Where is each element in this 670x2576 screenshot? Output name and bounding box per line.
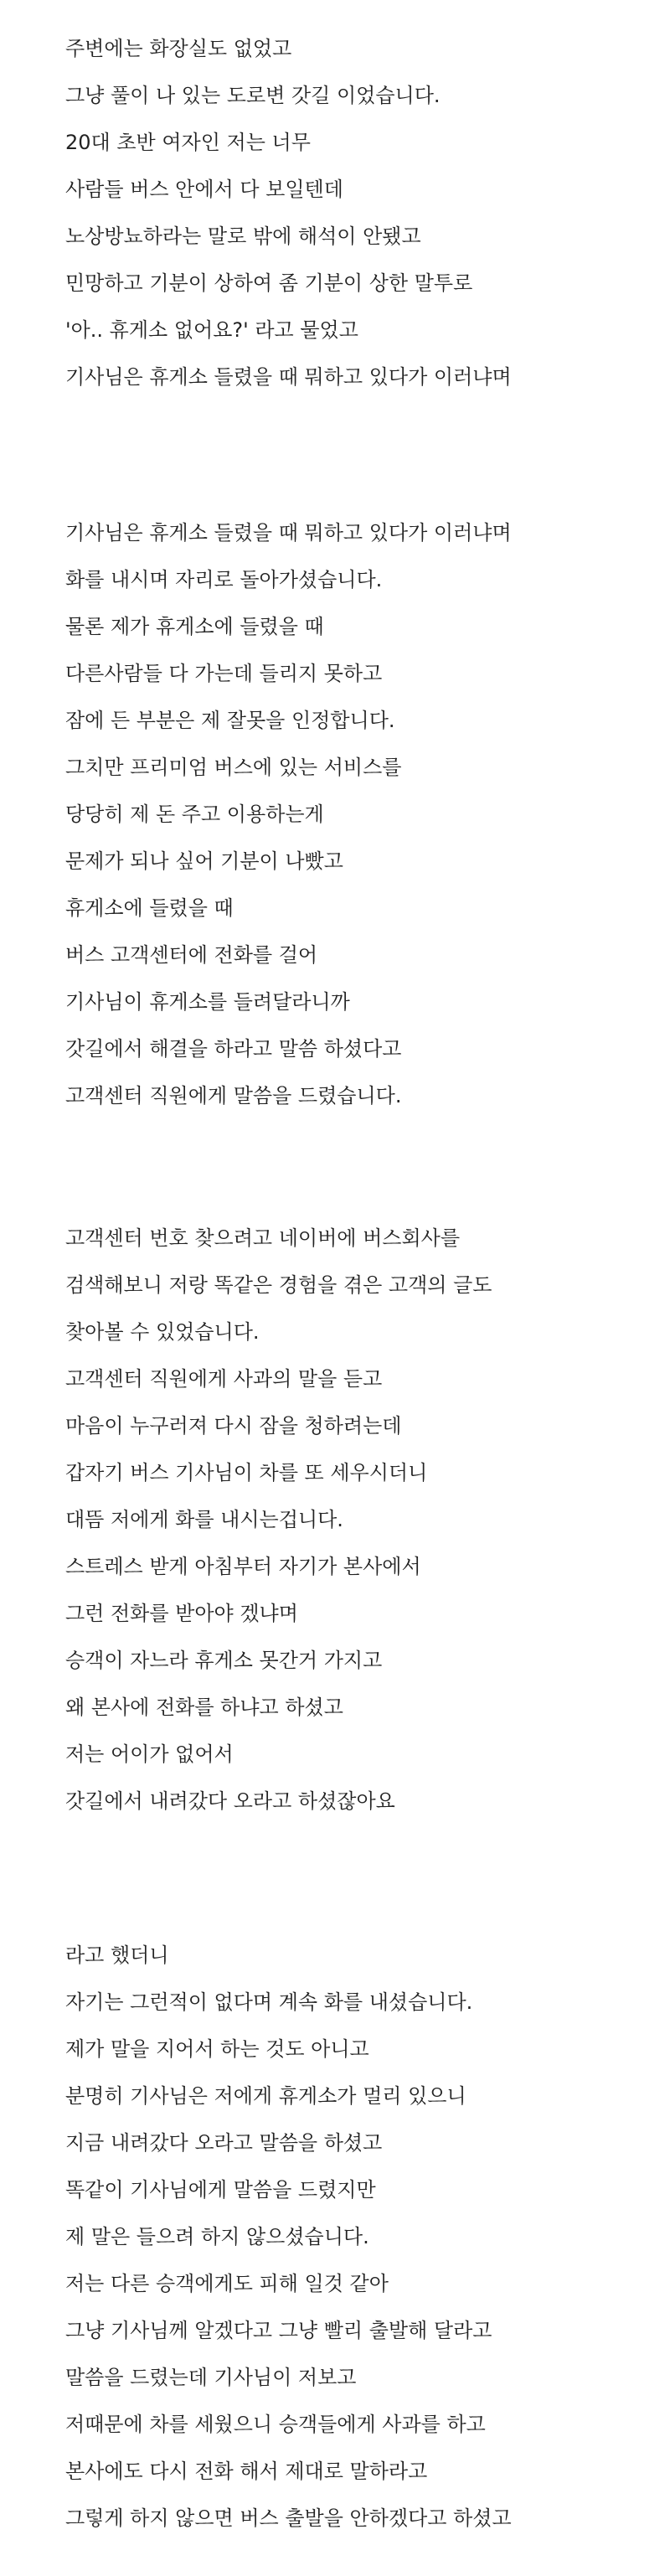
text-line: 버스 고객센터에 전화를 걸어 [65,943,318,967]
text-line: 기사님이 휴게소를 들려달라니까 [65,990,350,1014]
text-line: 제가 말을 지어서 하는 것도 아니고 [65,2037,369,2061]
text-line: 20대 초반 여자인 저는 너무 [65,131,311,154]
text-line: 갓길에서 내려갔다 오라고 하셨잖아요 [65,1789,395,1813]
text-line: 승객이 자느라 휴게소 못간거 가지고 [65,1649,383,1672]
text-line: 물론 제가 휴게소에 들렸을 때 [65,615,324,638]
text-line: 갑자기 버스 기사님이 차를 또 세우시더니 [65,1461,428,1484]
text-line: 왜 본사에 전화를 하냐고 하셨고 [65,1696,343,1719]
text-line: 말씀을 드렸는데 기사님이 저보고 [65,2366,357,2389]
text-line: 노상방뇨하라는 말로 밖에 해석이 안됐고 [65,225,421,248]
text-line: 저때문에 차를 세웠으니 승객들에게 사과를 하고 [65,2413,486,2436]
text-line: 분명히 기사님은 저에게 휴게소가 멀리 있으니 [65,2084,466,2108]
text-line: 휴게소에 들렸을 때 [65,896,234,920]
text-line: 그치만 프리미엄 버스에 있는 서비스를 [65,756,402,779]
text-line: 대뜸 저에게 화를 내시는겁니다. [65,1508,343,1531]
text-line: 당당히 제 돈 주고 이용하는게 [65,803,324,826]
text-line: 문제가 되나 싶어 기분이 나빴고 [65,849,343,873]
text-line: 저는 어이가 없어서 [65,1742,234,1766]
text-line: 그냥 기사님께 알겠다고 그냥 빨리 출발해 달라고 [65,2319,492,2342]
text-line: 마음이 누구러져 다시 잠을 청하려는데 [65,1414,402,1438]
text-line: 다른사람들 다 가는데 들리지 못하고 [65,662,383,685]
text-line: 제 말은 들으려 하지 않으셨습니다. [65,2225,369,2248]
text-line: 갓길에서 해결을 하라고 말씀 하셨다고 [65,1037,402,1061]
text-line: 민망하고 기분이 상하여 좀 기분이 상한 말투로 [65,271,473,295]
text-line: 화를 내시며 자리로 돌아가셨습니다. [65,568,383,591]
text-line: 고객센터 직원에게 사과의 말을 듣고 [65,1367,383,1391]
text-line: 기사님은 휴게소 들렸을 때 뭐하고 있다가 이러냐며 [65,521,512,545]
text-line: 고객센터 번호 찾으려고 네이버에 버스회사를 [65,1226,461,1250]
text-line: 주변에는 화장실도 없었고 [65,37,292,60]
text-line: 본사에도 다시 전화 해서 제대로 말하라고 [65,2460,428,2483]
text-line: 라고 했더니 [65,1944,169,1967]
text-line: 찾아볼 수 있었습니다. [65,1320,260,1344]
text-line: 사람들 버스 안에서 다 보일텐데 [65,178,343,201]
text-line: 고객센터 직원에게 말씀을 드렸습니다. [65,1084,402,1107]
text-line: 잠에 든 부분은 제 잘못을 인정합니다. [65,709,395,732]
text-line: '아.. 휴게소 없어요?' 라고 물었고 [65,318,358,342]
text-line: 그런 전화를 받아야 겠냐며 [65,1602,298,1625]
text-line: 자기는 그런적이 없다며 계속 화를 내셨습니다. [65,1990,473,2014]
text-line: 저는 다른 승객에게도 피해 일것 같아 [65,2272,389,2295]
text-line: 똑같이 기사님에게 말씀을 드렸지만 [65,2178,376,2202]
text-line: 그냥 풀이 나 있는 도로변 갓길 이었습니다. [65,84,441,107]
text-line: 스트레스 받게 아침부터 자기가 본사에서 [65,1555,421,1578]
text-line: 그렇게 하지 않으면 버스 출발을 안하겠다고 하셨고 [65,2506,512,2530]
text-line: 기사님은 휴게소 들렸을 때 뭐하고 있다가 이러냐며 [65,365,512,389]
text-line: 지금 내려갔다 오라고 말씀을 하셨고 [65,2131,383,2155]
text-line: 검색해보니 저랑 똑같은 경험을 겪은 고객의 글도 [65,1273,492,1297]
